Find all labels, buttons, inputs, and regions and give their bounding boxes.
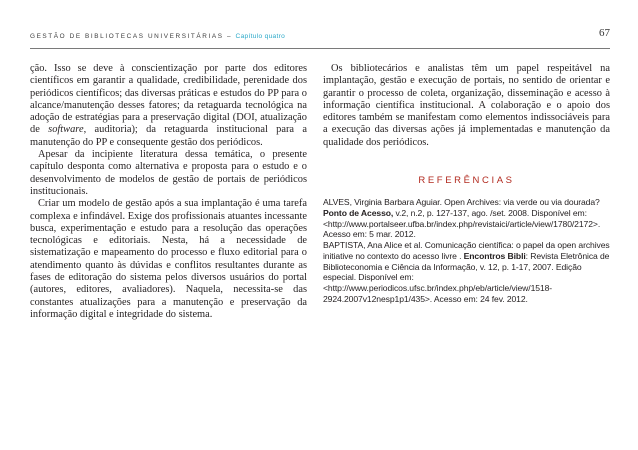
reference-entry (323, 240, 610, 304)
paragraph (30, 63, 307, 149)
page-header (30, 27, 610, 43)
reference-source: Ponto de Acesso, (323, 208, 394, 219)
paragraph: Criar um modelo de gestão após a sua implantação é uma tarefa complexa e infindável. Exige dos profissionais atuantes incessante busca, experimentação e estudo para a resolução das operações tecnológicas e editoriais. Nesta, há a necessidade de sistematização e mapeamento do processo e fluxo editorial para o atendimento quanto às dúvidas e conflitos resultantes durante as fases de editoração do sistema pelos diversos usuários do portal (autores, editores, avaliadores). Naquela, necessita-se das constantes atualizações para a manutenção e preservação da informação digital e integridade do sistema. (30, 198, 307, 320)
paragraph: Apesar da incipiente literatura dessa temática, o presente capítulo desponta como alternativa e proposta para o estudo e o desenvolvimento de modelos de gestão de portais de periódicos institucionais. (30, 149, 307, 197)
running-head (30, 33, 285, 40)
paragraph-text: ção. Isso se deve à conscientização por parte dos editores científicos em garantir a qualidade, credibilidade, perenidade dos periódicos científicos; das diversas práticas e estudos do PP para o alcance/manutenção desses fatores; da retaguarda tecnológica na adoção de estratégias para a preservação digital (DOI, atualização de (30, 63, 307, 136)
chapter-label: Capítulo quatro (235, 33, 286, 40)
left-column (30, 63, 307, 321)
reference-authors-title: ALVES, Virginia Barbara Aguiar. Open Archives: via verde ou via dourada? (323, 197, 600, 208)
running-head-separator: – (223, 33, 236, 40)
header-rule (30, 48, 610, 49)
reference-source: Encontros Bibli (463, 250, 526, 261)
paragraph-italic-text: software (48, 124, 84, 136)
reference-entry (323, 197, 610, 240)
reference-details: v.2, n.2, p. 127-137, ago. /set. 2008. Disponível em: <http://www.portalseer.ufba.br/index.php/revistaici/article/view/1780/2172>. Acesso em: 5 mar. 2012. (323, 208, 601, 240)
right-column (323, 63, 610, 304)
running-title: GESTÃO DE BIBLIOTECAS UNIVERSITÁRIAS (30, 33, 224, 40)
reference-details: : Revista Eletrônica de Biblioteconomia e Ciência da Informação, v. 12, p. 1-17, 2007. Edição especial. Disponível em: <http://www.periodicos.ufsc.br/index.php/eb/article/view/1518-2924.2007v12nesp1p1/435>. Acesso em: 24 fev. 2012. (323, 250, 610, 304)
reference-authors-title: BAPTISTA, Ana Alice et al. Comunicação científica: o papel da open archives initiative no contexto do acesso livre . (323, 240, 610, 261)
page-number: 67 (599, 27, 610, 39)
references-heading: REFERÊNCIAS (418, 175, 515, 187)
paragraph: Os bibliotecários e analistas têm um papel respeitável na implantação, gestão e execução de portais, no sentido de orientar e garantir o processo de coleta, organização, disseminação e acesso à informação científica institucional. A colaboração e o apoio dos editores também se manifestam como elementos indissociáveis para a execução das diversas ações já implementadas e manutenção da qualidade dos periódicos. (323, 63, 610, 148)
paragraph-text-end: , auditoria); da retaguarda institucional para a manutenção do PP e consequente gestão dos periódicos. (30, 124, 307, 148)
